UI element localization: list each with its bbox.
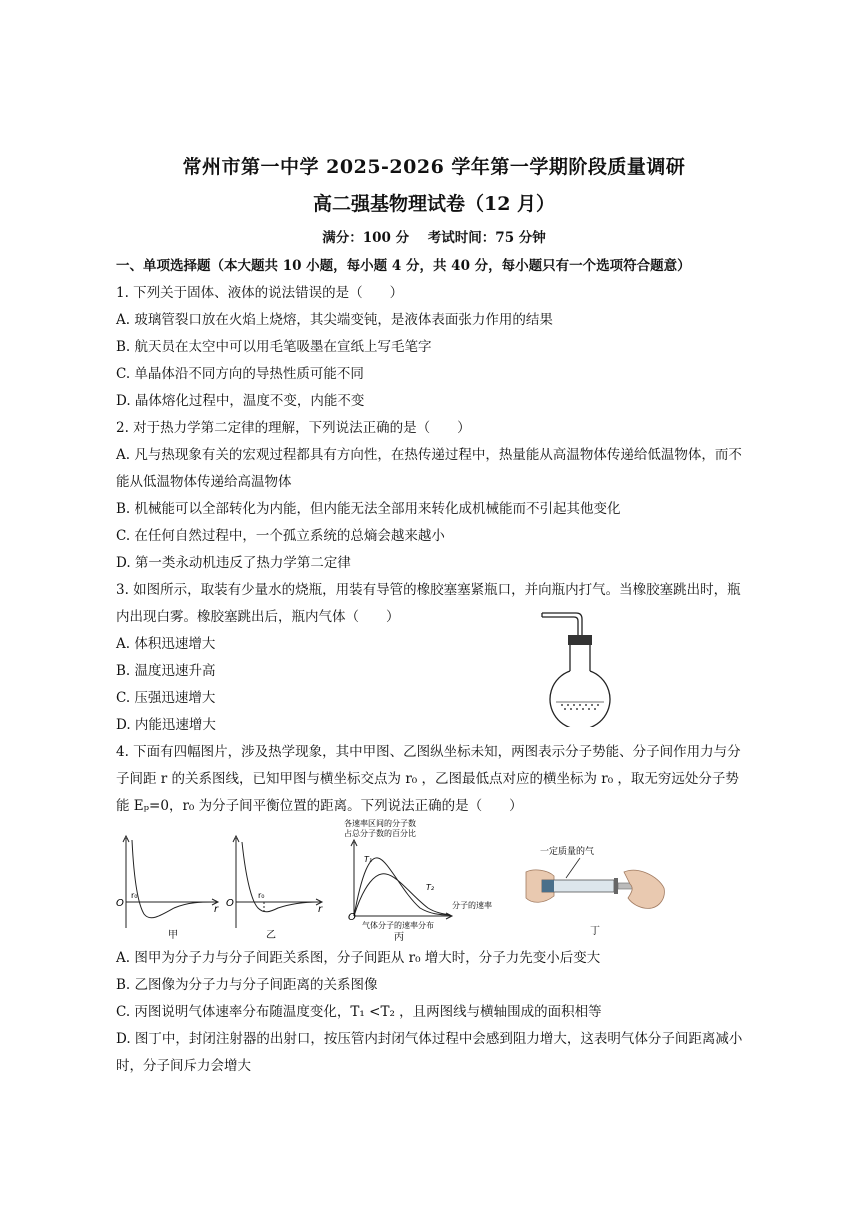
full-score: 满分：100 分 — [322, 230, 410, 246]
q2-option-d: D. 第一类永动机违反了热力学第二定律 — [116, 555, 351, 571]
jia-axis-r-label: r — [214, 904, 219, 915]
q4-option-b: B. 乙图像为分子力与分子间距离的关系图像 — [116, 977, 378, 993]
q4-option-d-line1: D. 图丁中，封闭注射器的出射口，按压管内封闭气体过程中会感到阻力增大，这表明气体分子间距离减小 — [116, 1031, 743, 1047]
figure-ding — [520, 842, 670, 940]
q4-stem-line3: 能 Eₚ=0，r₀ 为分子间平衡位置的距离。下列说法正确的是（ ） — [116, 798, 523, 814]
exam-time: 考试时间：75 分钟 — [427, 230, 546, 246]
q3-option-a: A. 体积迅速增大 — [116, 636, 216, 652]
bing-origin-label: O — [348, 912, 356, 923]
bing-t1-label: T₁ — [364, 855, 373, 864]
q2-option-b: B. 机械能可以全部转化为内能，但内能无法全部用来转化成机械能而不引起其他变化 — [116, 501, 621, 517]
bing-xlabel: 分子的速率 — [452, 901, 492, 910]
q2-stem: 2. 对于热力学第二定律的理解，下列说法正确的是（ ） — [116, 420, 471, 436]
q3-option-b: B. 温度迅速升高 — [116, 663, 216, 679]
q4-option-a: A. 图甲为分子力与分子间距关系图，分子间距从 r₀ 增大时，分子力先变小后变大 — [116, 950, 601, 966]
jia-caption: 甲 — [168, 930, 178, 940]
jia-origin-label: O — [116, 898, 124, 909]
q4-stem-line1: 4. 下面有四幅图片，涉及热学现象，其中甲图、乙图纵坐标未知，两图表示分子势能、分子间作用力与分 — [116, 744, 741, 760]
q2-option-a-line1: A. 凡与热现象有关的宏观过程都具有方向性，在热传递过程中，热量能从高温物体传递给低温物体，而不 — [116, 447, 742, 463]
q1-option-a: A. 玻璃管裂口放在火焰上烧熔，其尖端变钝，是液体表面张力作用的结果 — [116, 312, 553, 328]
bing-caption-text: 气体分子的速率分布 — [362, 921, 434, 930]
q3-option-d: D. 内能迅速增大 — [116, 717, 216, 733]
q1-option-c: C. 单晶体沿不同方向的导热性质可能不同 — [116, 366, 364, 382]
bing-ylabel-line2: 占总分子数的百分比 — [344, 829, 416, 838]
yi-axis-r-label: r — [318, 904, 323, 915]
rubber-stopper — [568, 635, 592, 645]
jia-r0-label: r₀ — [131, 891, 138, 900]
ding-caption: 丁 — [590, 926, 600, 937]
figure-yi — [224, 832, 328, 940]
q4-option-c: C. 丙图说明气体速率分布随温度变化，T₁ <T₂ ，且两图线与横轴围成的面积相等 — [116, 1004, 602, 1020]
figure-bing — [340, 812, 504, 942]
q3-option-c: C. 压强迅速增大 — [116, 690, 216, 706]
q2-option-c: C. 在任何自然过程中，一个孤立系统的总熵会越来越小 — [116, 528, 445, 544]
q1-option-d: D. 晶体熔化过程中，温度不变，内能不变 — [116, 393, 365, 409]
exam-title-line1: 常州市第一中学 2025-2026 学年第一学期阶段质量调研 — [182, 156, 686, 178]
q3-stem-line1: 3. 如图所示，取装有少量水的烧瓶，用装有导管的橡胶塞塞紧瓶口，并向瓶内打气。当橡胶塞跳出时，瓶 — [116, 582, 741, 598]
yi-r0-label: r₀ — [258, 891, 265, 900]
q4-stem-line2: 子间距 r 的关系图线，已知甲图与横坐标交点为 r₀ ，乙图最低点对应的横坐标为 r₀ ，取无穷远处分子势 — [116, 771, 739, 787]
q3-stem-line2: 内出现白雾。橡胶塞跳出后，瓶内气体（ ） — [116, 609, 400, 625]
bing-t2-label: T₂ — [426, 883, 435, 892]
bing-ylabel-line1: 各速率区间的分子数 — [344, 819, 416, 828]
exam-title-line2: 高二强基物理试卷（12 月） — [312, 193, 556, 215]
yi-origin-label: O — [226, 898, 234, 909]
yi-caption: 乙 — [266, 930, 276, 940]
q1-stem: 1. 下列关于固体、液体的说法错误的是（ ） — [116, 285, 404, 301]
section1-header: 一、单项选择题（本大题共 10 小题，每小题 4 分，共 40 分，每小题只有一个选项符合题意） — [116, 258, 691, 274]
q2-option-a-line2: 能从低温物体传递给高温物体 — [116, 474, 292, 490]
flask-figure — [528, 605, 628, 727]
figure-jia — [114, 832, 226, 940]
exam-meta — [0, 226, 868, 246]
q4-option-d-line2: 时，分子间斥力会增大 — [116, 1058, 251, 1074]
ding-label-text: 一定质量的气 — [540, 847, 595, 857]
q1-option-b: B. 航天员在太空中可以用毛笔吸墨在宣纸上写毛笔字 — [116, 339, 432, 355]
bing-caption: 丙 — [394, 932, 404, 942]
